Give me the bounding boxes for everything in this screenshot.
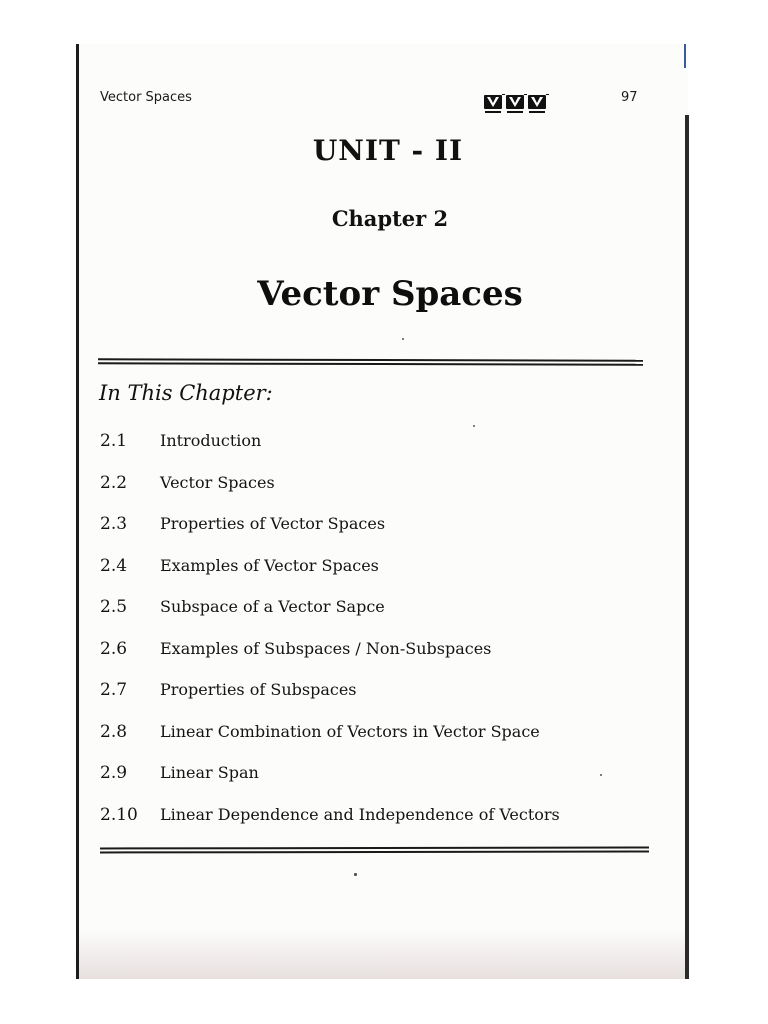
section-number: 2.8 (100, 721, 128, 742)
section-title: Introduction (160, 431, 262, 450)
contents-item (100, 763, 660, 805)
page-bottom-shadow (79, 930, 685, 979)
chapter-title: Vector Spaces (257, 274, 523, 314)
unit-heading: UNIT - II (312, 134, 464, 167)
contents-heading: In This Chapter: (99, 381, 273, 405)
scan-speck (354, 873, 357, 876)
section-title: Linear Dependence and Independence of Vectors (160, 804, 560, 824)
scan-speck (600, 774, 602, 776)
section-number: 2.7 (100, 680, 128, 700)
section-number: 2.2 (100, 472, 128, 493)
chapter-contents-list (100, 431, 660, 846)
contents-item (100, 514, 660, 556)
page-right-edge (685, 115, 689, 979)
section-title: Linear Combination of Vectors in Vector Space (160, 721, 540, 741)
publisher-logo (484, 93, 550, 115)
contents-item (100, 805, 660, 847)
section-number: 2.3 (100, 514, 128, 534)
contents-item (100, 556, 660, 598)
contents-item (100, 473, 660, 515)
chapter-heading: Chapter 2 (331, 206, 449, 231)
section-title: Subspace of a Vector Sapce (160, 597, 385, 616)
section-number: 2.4 (100, 555, 128, 576)
scan-speck (402, 338, 404, 340)
section-number: 2.1 (100, 431, 128, 451)
section-title: Properties of Subspaces (160, 680, 357, 699)
page-left-edge (76, 44, 79, 979)
contents-item (100, 722, 660, 764)
contents-item (100, 639, 660, 681)
page-right-edge-mark (684, 44, 686, 68)
page-number: 97 (621, 90, 638, 105)
contents-item (100, 680, 660, 722)
contents-item (100, 597, 660, 639)
section-title: Examples of Subspaces / Non-Subspaces (160, 638, 492, 658)
running-head: Vector Spaces (100, 90, 192, 105)
section-number: 2.9 (100, 763, 128, 783)
section-title: Properties of Vector Spaces (160, 514, 386, 533)
contents-item (100, 431, 660, 473)
section-title: Linear Span (160, 763, 259, 782)
bottom-double-rule (100, 847, 649, 854)
section-number: 2.6 (100, 638, 128, 659)
section-title: Vector Spaces (160, 472, 275, 492)
section-number: 2.10 (100, 804, 138, 825)
scan-speck (473, 425, 475, 427)
section-title: Examples of Vector Spaces (160, 555, 379, 575)
section-number: 2.5 (100, 597, 128, 617)
